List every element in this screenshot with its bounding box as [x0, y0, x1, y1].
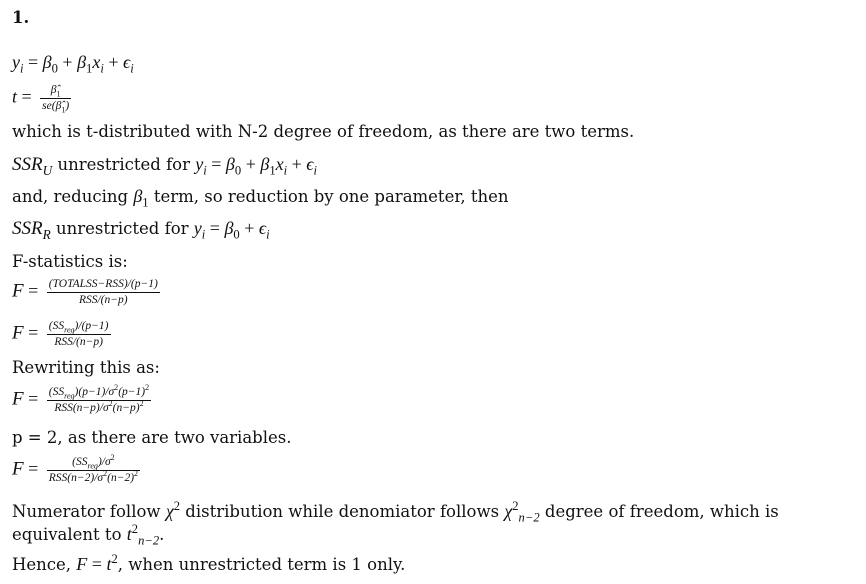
f-equation-4: F = $\frac{(SS_{reg})/\sigma^2}{RSS(n-2)/\sigma^2(n-2)^2}$: [12, 453, 139, 484]
f-statistics-text: F-statistics is:: [12, 252, 128, 271]
t-statistic-equation: t = $\frac{\betâ_1}{se(\betâ_1)}$: [12, 84, 70, 115]
t-distribution-text: which is t-distributed with N-2 degree of freedom, as there are two terms.: [12, 122, 635, 141]
f-equation-1: F = $\frac{\text{(TOTALSS−RSS)/(p−1)}}{\text{RSS/(n−p)}}$: [12, 278, 158, 306]
f-equation-2: F = $\frac{(SS_{reg})/(p-1)}{\text{RSS/(n−p)}}$: [12, 320, 109, 348]
reducing-line: and, reducing $\beta_1$ term, so reduction by one parameter, then: [12, 186, 509, 210]
ssr-r-line: $SSR_R$ unrestricted for $y_i = \beta_0 + \epsilon_i$: [12, 218, 270, 242]
f-equation-3: F = $\frac{(SS_{reg})(p-1)/\sigma^2(p-1)^2}{RSS(n-p)/\sigma^2(n-p)^2}$: [12, 383, 150, 414]
rewriting-text: Rewriting this as:: [12, 358, 160, 377]
section-number: 1.: [12, 8, 30, 27]
t-fraction: $\frac{\betâ_1}{se(\betâ_1)}$: [42, 84, 70, 115]
numerator-paragraph: Numerator follow $\chi^2$ distribution while denomiator follows $\chi^2_{n-2}$ degree of freedom, which is equivalent to $t^2_{n-2}$.: [12, 499, 779, 548]
ssr-u-line: $SSR_U$ unrestricted for $y_i = \beta_0 + \beta_1x_i + \epsilon_i$: [12, 154, 318, 178]
hence-line: Hence, $F = t^2$, when unrestricted term is 1 only.: [12, 552, 406, 574]
model-equation: $y_i = \beta_0 + \beta_1x_i + \epsilon_i$: [12, 52, 134, 76]
p-equals-2-text: p = 2, as there are two variables.: [12, 428, 292, 447]
